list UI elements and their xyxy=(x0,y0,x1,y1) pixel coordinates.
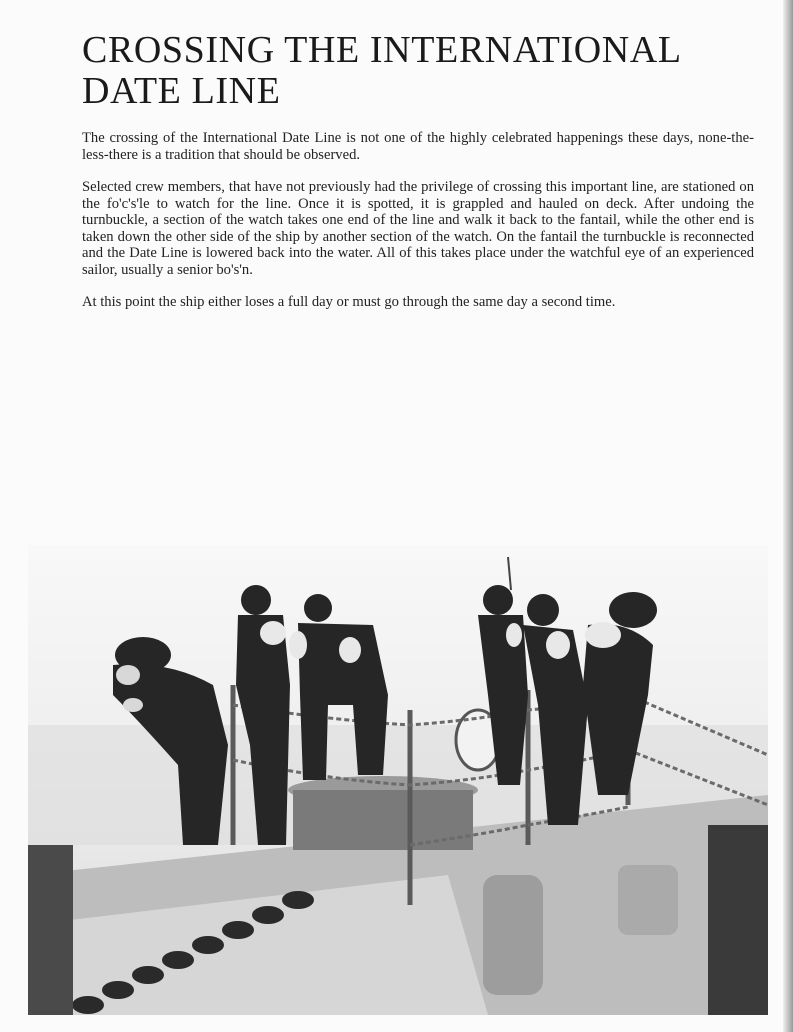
bollard xyxy=(483,875,543,995)
article-body xyxy=(82,130,754,327)
paragraph-conclusion: At this point the ship either loses a full day or must go through the same day a second time. xyxy=(82,294,616,310)
bulkhead-right xyxy=(708,825,768,1015)
page-edge-shadow xyxy=(783,0,793,1032)
cleat xyxy=(618,865,678,935)
title-line-2: DATE LINE xyxy=(82,70,281,112)
paragraph-intro: The crossing of the International Date Line is not one of the highly celebrated happenings these days, none-the-less-there is a tradition that should be observed. xyxy=(82,130,754,163)
paragraph-tradition: Selected crew members, that have not previously had the privilege of crossing this important line, are stationed on the fo'c's'le to watch for the line. Once it is spotted, it is grappled and hauled on deck. After undoing the turnbuckle, a section of the watch takes one end of the line and walk it back to the fantail, while the other end is taken down the other side of the ship by another section of the watch. On the fantail the turnbuckle is reconnected and the Date Line is lowered back into the water. All of this takes place under the watchful eye of an experienced sailor, usually a senior bo's'n. xyxy=(82,179,754,278)
page-title xyxy=(82,30,772,112)
deck-crew-photo xyxy=(28,545,768,1015)
title-line-1: CROSSING THE INTERNATIONAL xyxy=(82,29,682,71)
bulkhead-left xyxy=(28,845,73,1015)
photo-illustration xyxy=(28,545,768,1015)
